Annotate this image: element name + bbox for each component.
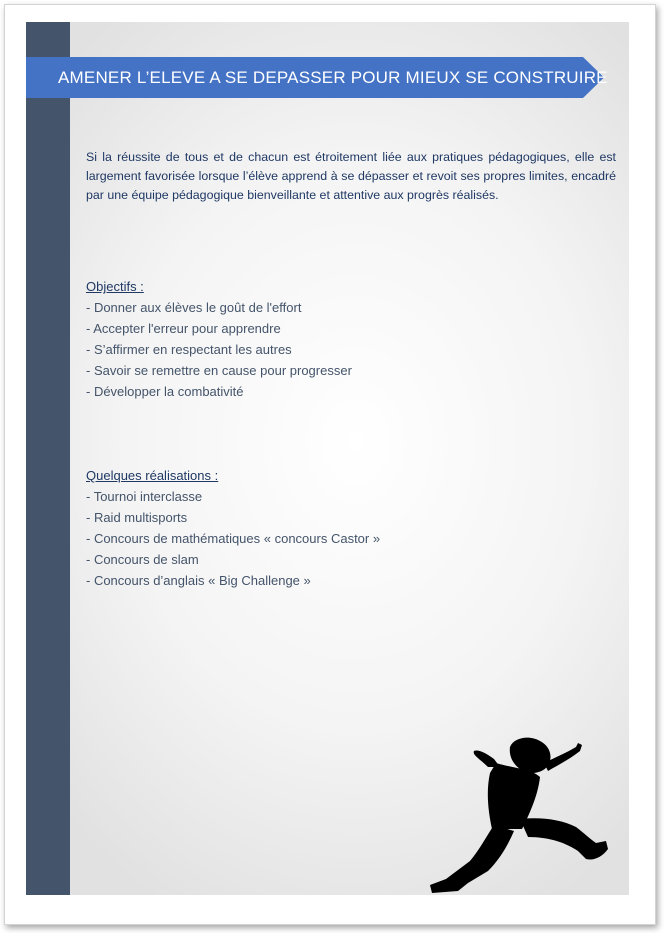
list-item: - Savoir se remettre en cause pour progresser [86,363,352,378]
objectifs-section [86,276,606,402]
realisations-heading: Quelques réalisations : [86,468,219,483]
page-title: AMENER L’ELEVE A SE DEPASSER POUR MIEUX SE CONSTRUIRE [58,68,608,87]
list-item: - Concours de mathématiques « concours Castor » [86,531,381,546]
realisations-list [86,486,606,591]
list-item: - Développer la combativité [86,384,244,399]
list-item: - Raid multisports [86,510,188,525]
list-item: - Accepter l'erreur pour apprendre [86,321,281,336]
side-bar [26,22,70,895]
jumping-child-silhouette-icon [426,733,610,893]
list-item: - Tournoi interclasse [86,489,203,504]
objectifs-list [86,297,606,402]
list-item: - Donner aux élèves le goût de l'effort [86,300,302,315]
list-item: - Concours d’anglais « Big Challenge » [86,573,311,588]
list-item: - S’affirmer en respectant les autres [86,342,292,357]
list-item: - Concours de slam [86,552,199,567]
realisations-section [86,465,606,591]
objectifs-heading: Objectifs : [86,279,144,294]
intro-paragraph: Si la réussite de tous et de chacun est étroitement liée aux pratiques pédagogiques, elle est largement favorisée lorsque l’élève apprend à se dépasser et revoit ses propres limites, encadré par une équipe pédagogique bienveillante et attentive aux progrès réalisés. [86,150,616,202]
